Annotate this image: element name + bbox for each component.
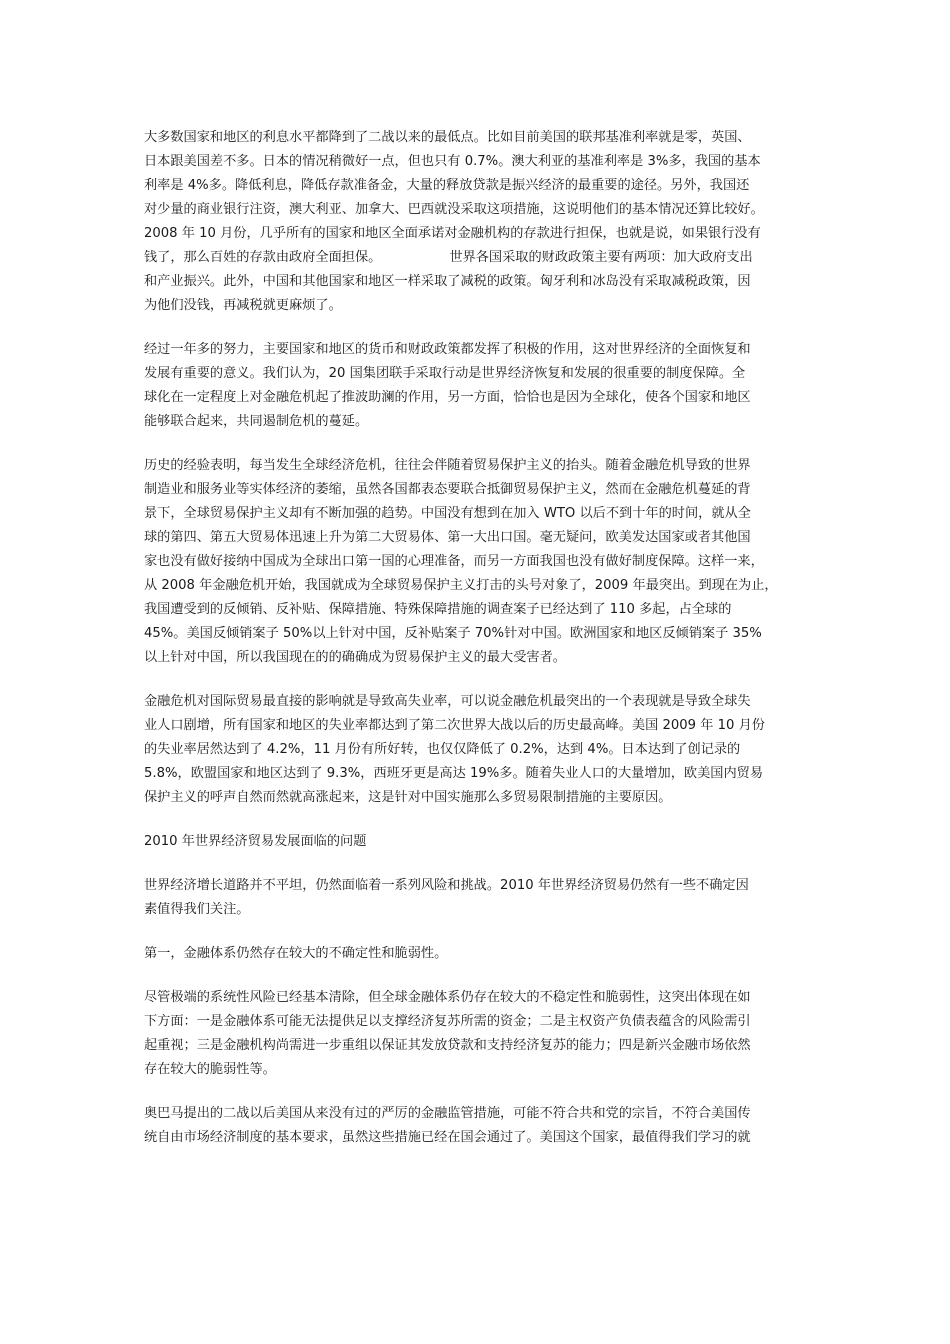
section-heading <box>144 830 816 854</box>
text-line: 起重视；三是金融机构尚需进一步重组以保证其发放贷款和支持经济复苏的能力；四是新兴金融市场依然 <box>144 1038 751 1053</box>
text-line: 能够联合起来，共同遏制危机的蔓延。 <box>144 414 369 429</box>
text-line: 尽管极端的系统性风险已经基本清除，但全球金融体系仍存在较大的不稳定性和脆弱性，这突出体现在如 <box>144 990 751 1005</box>
text-line: 业人口剧增，所有国家和地区的失业率都达到了第二次世界大战以后的历史最高峰。美国 2009 年 10 月份 <box>144 718 765 733</box>
text-line: 奥巴马提出的二战以后美国从来没有过的严厉的金融监管措施，可能不符合共和党的宗旨，不符合美国传 <box>144 1106 751 1121</box>
text-line: 家也没有做好接纳中国成为全球出口第一国的心理准备，而另一方面我国也没有做好制度保障。这样一来， <box>144 554 764 569</box>
text-line: 从 2008 年金融危机开始，我国就成为全球贸易保护主义打击的头号对象了，2009 年最突出。到现在为止， <box>144 578 778 593</box>
text-line: 我国遭受到的反倾销、反补贴、保障措施、特殊保障措施的调查案子已经达到了 110 多起，占全球的 <box>144 602 732 617</box>
paragraph-policy-effects <box>144 338 816 434</box>
text-line: 日本跟美国差不多。日本的情况稍微好一点，但也只有 0.7%。澳大利亚的基准利率是 3%多，我国的基本 <box>144 154 761 169</box>
text-line: 素值得我们关注。 <box>144 902 250 917</box>
text-line: 经过一年多的努力，主要国家和地区的货币和财政政策都发挥了积极的作用，这对世界经济的全面恢复和 <box>144 342 751 357</box>
text-line: 2008 年 10 月份，几乎所有的国家和地区全面承诺对金融机构的存款进行担保，也就是说，如果银行没有 <box>144 226 761 241</box>
text-line: 以上针对中国，所以我国现在的的确确成为贸易保护主义的最大受害者。 <box>144 650 566 665</box>
text-line: 世界经济增长道路并不平坦，仍然面临着一系列风险和挑战。2010 年世界经济贸易仍然有一些不确定因 <box>144 878 749 893</box>
text-line: 球化在一定程度上对金融危机起了推波助澜的作用，另一方面，恰恰也是因为全球化，使各个国家和地区 <box>144 390 751 405</box>
text-line: 45%。美国反倾销案子 50%以上针对中国，反补贴案子 70%针对中国。欧洲国家和地区反倾销案子 35% <box>144 626 762 641</box>
text-line: 5.8%，欧盟国家和地区达到了 9.3%，西班牙更是高达 19%多。随着失业人口的大量增加，欧美国内贸易 <box>144 766 764 781</box>
text-fragment: 钱了，那么百姓的存款由政府全面担保。 <box>144 250 382 265</box>
paragraph-financial-fragility <box>144 986 816 1082</box>
text-line: 统自由市场经济制度的基本要求，虽然这些措施已经在国会通过了。美国这个国家，最值得我们学习的就 <box>144 1130 751 1145</box>
paragraph-outlook <box>144 874 816 922</box>
text-line: 保护主义的呼声自然而然就高涨起来，这是针对中国实施那么多贸易限制措施的主要原因。 <box>144 790 672 805</box>
text-line: 景下，全球贸易保护主义却有不断加强的趋势。中国没有想到在加入 WTO 以后不到十年的时间，就从全 <box>144 506 751 521</box>
text-line: 历史的经验表明，每当发生全球经济危机，往往会伴随着贸易保护主义的抬头。随着金融危机导致的世界 <box>144 458 751 473</box>
text-fragment: 世界各国采取的财政政策主要有两项：加大政府支出 <box>449 250 753 265</box>
text-line: 制造业和服务业等实体经济的萎缩，虽然各国都表态要联合抵御贸易保护主义，然而在金融危机蔓延的背 <box>144 482 751 497</box>
text-line-split <box>144 246 816 270</box>
text-line: 发展有重要的意义。我们认为，20 国集团联手采取行动是世界经济恢复和发展的很重要的制度保障。全 <box>144 366 746 381</box>
text-line: 球的第四、第五大贸易体迅速上升为第二大贸易体、第一大出口国。毫无疑问，欧美发达国家或者其他国 <box>144 530 751 545</box>
text-line: 的失业率居然达到了 4.2%，11 月份有所好转，也仅仅降低了 0.2%，达到 4%。日本达到了创记录的 <box>144 742 741 757</box>
text-line: 金融危机对国际贸易最直接的影响就是导致高失业率，可以说金融危机最突出的一个表现就是导致全球失 <box>144 694 751 709</box>
text-line: 第一，金融体系仍然存在较大的不确定性和脆弱性。 <box>144 946 448 961</box>
text-line: 利率是 4%多。降低利息，降低存款准备金，大量的释放贷款是振兴经济的最重要的途径。另外，我国还 <box>144 178 750 193</box>
paragraph-point-one <box>144 942 816 966</box>
heading-text: 2010 年世界经济贸易发展面临的问题 <box>144 834 367 849</box>
paragraph-unemployment <box>144 690 816 810</box>
text-line: 和产业振兴。此外，中国和其他国家和地区一样采取了减税的政策。匈牙利和冰岛没有采取减税政策，因 <box>144 274 751 289</box>
text-line: 对少量的商业银行注资，澳大利亚、加拿大、巴西就没采取这项措施，这说明他们的基本情况还算比较好。 <box>144 202 764 217</box>
text-line: 大多数国家和地区的利息水平都降到了二战以来的最低点。比如目前美国的联邦基准利率就是零，英国、 <box>144 130 751 145</box>
paragraph-interest-rates <box>144 126 816 318</box>
document-body <box>144 126 816 1170</box>
paragraph-trade-protectionism <box>144 454 816 670</box>
text-line: 存在较大的脆弱性等。 <box>144 1062 276 1077</box>
text-line: 下方面：一是金融体系可能无法提供足以支撑经济复苏所需的资金；二是主权资产负债表蕴含的风险需引 <box>144 1014 751 1029</box>
paragraph-obama-regulation <box>144 1102 816 1150</box>
text-line: 为他们没钱，再减税就更麻烦了。 <box>144 298 342 313</box>
